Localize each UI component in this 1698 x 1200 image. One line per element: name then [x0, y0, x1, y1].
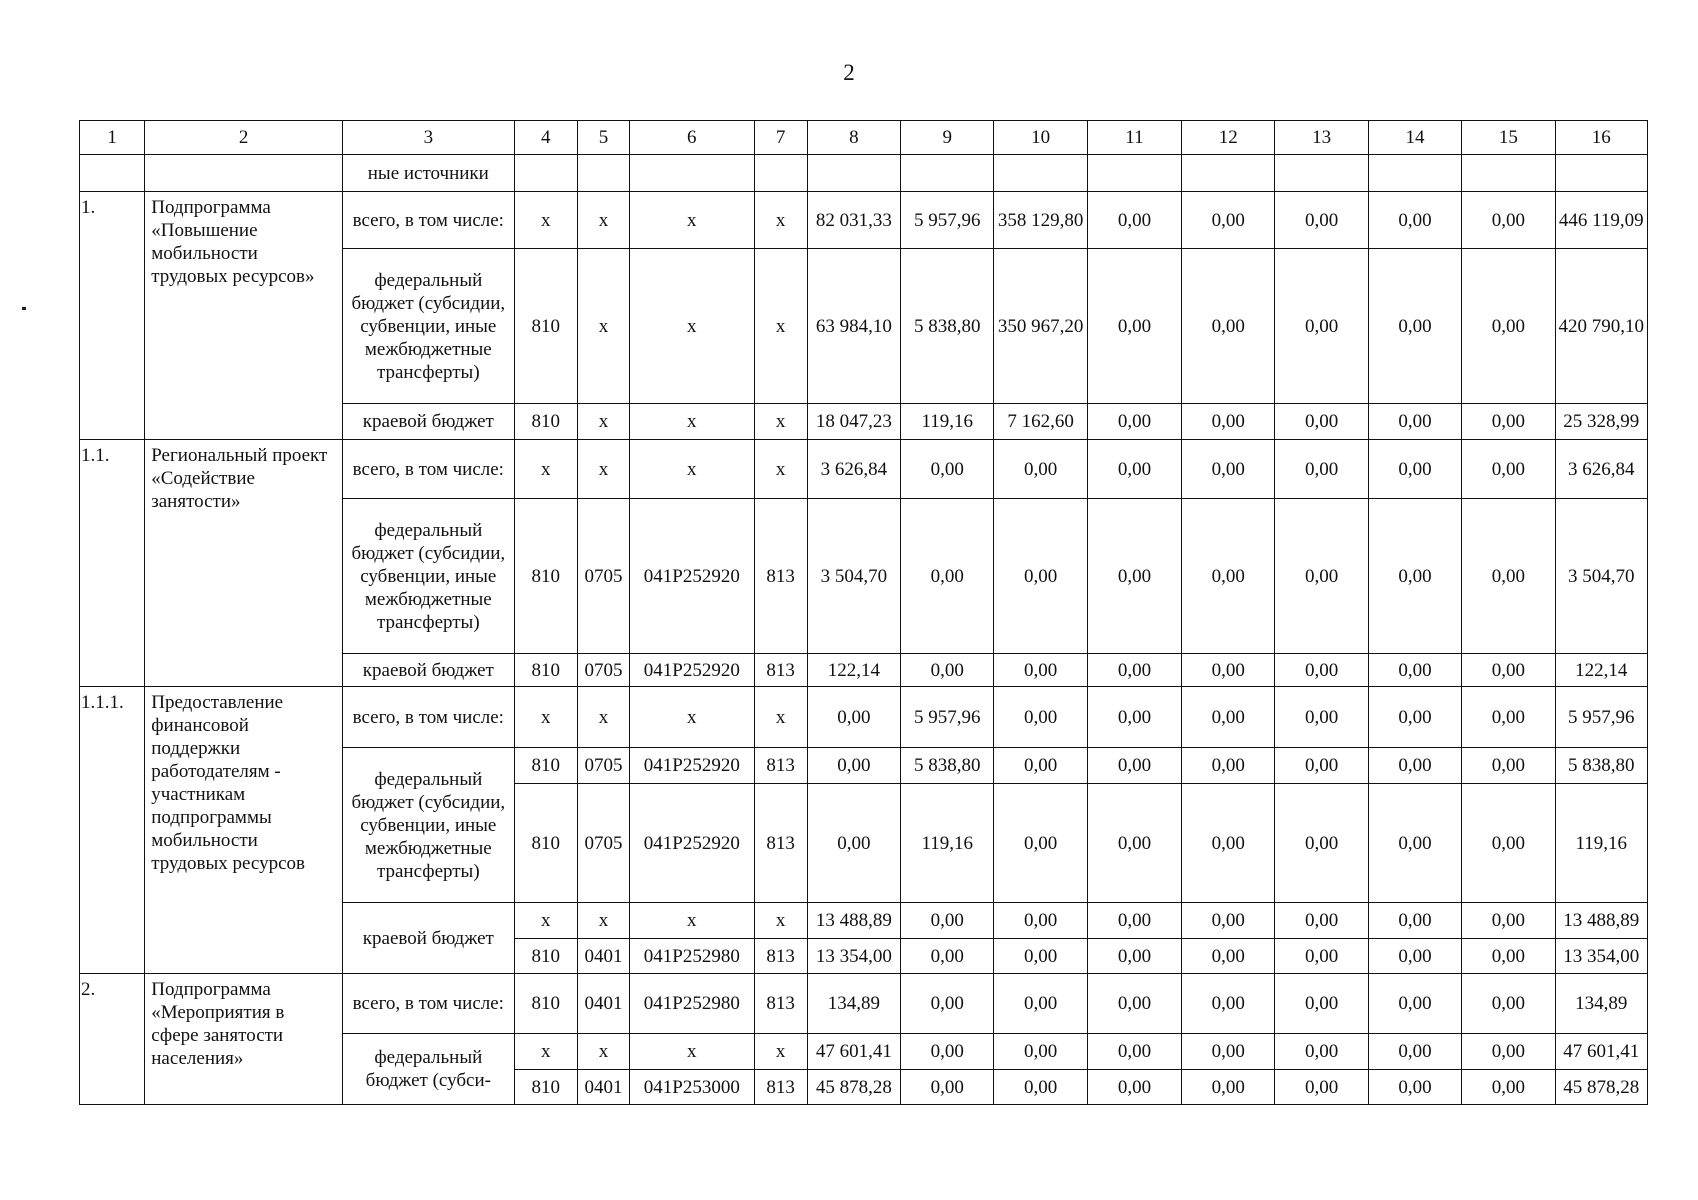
data-cell: 0,00 [901, 939, 994, 974]
header-cell: 6 [630, 121, 754, 155]
data-cell: 810 [514, 404, 577, 440]
data-cell: 350 967,20 [994, 249, 1087, 404]
funding-source-cell: всего, в том числе: [342, 440, 514, 499]
data-cell: 0,00 [1462, 249, 1555, 404]
data-cell: 0,00 [1087, 499, 1181, 654]
data-cell: x [630, 687, 754, 748]
header-cell: 10 [994, 121, 1087, 155]
data-cell: x [514, 1034, 577, 1070]
data-cell: 810 [514, 974, 577, 1034]
data-cell: 0,00 [1182, 748, 1275, 784]
table-cell [630, 155, 754, 192]
data-cell: 0,00 [994, 499, 1087, 654]
data-cell: 0,00 [1182, 687, 1275, 748]
data-cell: 041P252980 [630, 939, 754, 974]
data-cell: 0,00 [1087, 192, 1181, 249]
data-cell: x [514, 687, 577, 748]
funding-source-cell: федеральный бюджет (субси- [342, 1034, 514, 1105]
data-cell: 0,00 [1182, 249, 1275, 404]
data-cell: 0,00 [1275, 974, 1368, 1034]
funding-source-cell: всего, в том числе: [342, 687, 514, 748]
data-cell: x [754, 404, 807, 440]
data-cell: 119,16 [901, 784, 994, 903]
data-cell: 0,00 [1087, 249, 1181, 404]
data-cell: 0,00 [901, 1034, 994, 1070]
data-cell: 5 838,80 [1555, 748, 1648, 784]
data-cell: 0,00 [1182, 1070, 1275, 1105]
data-cell: 0,00 [1368, 1034, 1461, 1070]
data-cell: 0,00 [1275, 440, 1368, 499]
data-cell: 0,00 [901, 654, 994, 687]
data-cell: 3 504,70 [1555, 499, 1648, 654]
data-cell: x [754, 249, 807, 404]
data-cell: 47 601,41 [1555, 1034, 1648, 1070]
data-cell: 813 [754, 1070, 807, 1105]
data-cell: 0,00 [994, 440, 1087, 499]
data-cell: 0,00 [1368, 974, 1461, 1034]
item-number: 1. [80, 192, 145, 440]
data-cell: x [577, 192, 629, 249]
data-cell: 5 957,96 [901, 192, 994, 249]
data-cell: 0,00 [1182, 974, 1275, 1034]
data-cell: 0,00 [1368, 748, 1461, 784]
funding-source-cell: краевой бюджет [342, 903, 514, 974]
data-cell: 119,16 [901, 404, 994, 440]
data-cell: 0,00 [1182, 499, 1275, 654]
table-cell [807, 155, 900, 192]
item-name: Предоставление финансовой поддержки работодателям - участникам подпрограммы мобильности трудовых ресурсов [145, 687, 343, 974]
table-row [80, 974, 1648, 1034]
header-cell: 15 [1462, 121, 1555, 155]
data-cell: 0,00 [1182, 939, 1275, 974]
data-cell: 0,00 [1275, 249, 1368, 404]
data-cell: 5 838,80 [901, 748, 994, 784]
item-number: 1.1. [80, 440, 145, 687]
data-cell: 813 [754, 748, 807, 784]
data-cell: 041P252920 [630, 654, 754, 687]
data-cell: 813 [754, 784, 807, 903]
data-cell: 119,16 [1555, 784, 1648, 903]
data-cell: 0,00 [1368, 903, 1461, 939]
data-cell: 0,00 [1368, 1070, 1461, 1105]
data-cell: x [754, 903, 807, 939]
data-cell: 0,00 [994, 654, 1087, 687]
data-cell: 813 [754, 939, 807, 974]
scan-dot [22, 307, 26, 310]
continuation-row [80, 155, 1648, 192]
data-cell: 0,00 [1087, 748, 1181, 784]
item-name: Подпрограмма «Повышение мобильности трудовых ресурсов» [145, 192, 343, 440]
header-cell: 11 [1087, 121, 1181, 155]
table-cell [994, 155, 1087, 192]
data-cell: 0,00 [1368, 784, 1461, 903]
header-cell: 4 [514, 121, 577, 155]
data-cell: 041P253000 [630, 1070, 754, 1105]
data-cell: 810 [514, 1070, 577, 1105]
table-cell [1087, 155, 1181, 192]
header-cell: 9 [901, 121, 994, 155]
data-cell: x [577, 249, 629, 404]
table-cell [1555, 155, 1648, 192]
data-cell: 0,00 [1368, 939, 1461, 974]
table-cell [1275, 155, 1368, 192]
header-cell: 14 [1368, 121, 1461, 155]
data-cell: 5 957,96 [901, 687, 994, 748]
data-cell: 446 119,09 [1555, 192, 1648, 249]
data-cell: 813 [754, 499, 807, 654]
item-number: 1.1.1. [80, 687, 145, 974]
data-cell: 0,00 [901, 499, 994, 654]
data-cell: x [754, 687, 807, 748]
data-cell: 0,00 [1275, 1070, 1368, 1105]
data-cell: x [514, 903, 577, 939]
data-cell: 0,00 [1087, 687, 1181, 748]
data-cell: 0,00 [1462, 784, 1555, 903]
funding-source-cell: всего, в том числе: [342, 192, 514, 249]
data-cell: 25 328,99 [1555, 404, 1648, 440]
table-cell [80, 155, 145, 192]
data-cell: 0,00 [1275, 654, 1368, 687]
data-cell: 0,00 [1462, 687, 1555, 748]
data-cell: 0,00 [1462, 748, 1555, 784]
header-cell: 3 [342, 121, 514, 155]
data-cell: 0,00 [1368, 654, 1461, 687]
funding-source-cell: федеральный бюджет (субсидии, субвенции, иные межбюджетные трансферты) [342, 249, 514, 404]
data-cell: 3 504,70 [807, 499, 900, 654]
data-cell: 0705 [577, 784, 629, 903]
data-cell: 5 957,96 [1555, 687, 1648, 748]
data-cell: 0,00 [994, 784, 1087, 903]
data-cell: 0,00 [994, 903, 1087, 939]
header-cell: 13 [1275, 121, 1368, 155]
item-name: Подпрограмма «Мероприятия в сфере занятости населения» [145, 974, 343, 1105]
table-cell [754, 155, 807, 192]
data-cell: 810 [514, 939, 577, 974]
data-cell: 0,00 [1275, 939, 1368, 974]
data-cell: 0,00 [1275, 499, 1368, 654]
data-cell: 0,00 [1182, 192, 1275, 249]
data-cell: 0,00 [1087, 939, 1181, 974]
data-cell: 122,14 [1555, 654, 1648, 687]
data-cell: 041P252920 [630, 499, 754, 654]
table-cell [1182, 155, 1275, 192]
data-cell: 0,00 [1368, 249, 1461, 404]
data-cell: 13 354,00 [807, 939, 900, 974]
data-cell: 7 162,60 [994, 404, 1087, 440]
table-cell [514, 155, 577, 192]
header-cell: 12 [1182, 121, 1275, 155]
item-name: Региональный проект «Содействие занятости» [145, 440, 343, 687]
data-cell: 0,00 [1462, 440, 1555, 499]
data-cell: 0,00 [1087, 654, 1181, 687]
data-cell: x [630, 903, 754, 939]
data-cell: 0,00 [1275, 903, 1368, 939]
data-cell: 0,00 [807, 687, 900, 748]
data-cell: 0,00 [1275, 687, 1368, 748]
data-cell: x [630, 404, 754, 440]
header-cell: 16 [1555, 121, 1648, 155]
data-cell: 041P252980 [630, 974, 754, 1034]
data-cell: 0401 [577, 1070, 629, 1105]
data-cell: 0,00 [1087, 1070, 1181, 1105]
data-cell: 0,00 [807, 784, 900, 903]
data-cell: 0,00 [1275, 192, 1368, 249]
data-cell: 0,00 [1087, 440, 1181, 499]
data-cell: 041P252920 [630, 784, 754, 903]
data-cell: 810 [514, 654, 577, 687]
data-cell: 0,00 [1462, 192, 1555, 249]
header-cell: 5 [577, 121, 629, 155]
table-cell [901, 155, 994, 192]
data-cell: 813 [754, 974, 807, 1034]
data-cell: 0,00 [1462, 974, 1555, 1034]
data-cell: 0705 [577, 499, 629, 654]
data-cell: 0,00 [994, 687, 1087, 748]
data-cell: 0,00 [1275, 404, 1368, 440]
data-cell: 0,00 [1182, 1034, 1275, 1070]
data-cell: 0,00 [1275, 784, 1368, 903]
data-cell: 5 838,80 [901, 249, 994, 404]
data-cell: 47 601,41 [807, 1034, 900, 1070]
table-row [80, 440, 1648, 499]
data-cell: 810 [514, 499, 577, 654]
data-cell: x [754, 1034, 807, 1070]
data-cell: 18 047,23 [807, 404, 900, 440]
data-cell: 45 878,28 [807, 1070, 900, 1105]
data-cell: 3 626,84 [1555, 440, 1648, 499]
header-cell: 7 [754, 121, 807, 155]
data-cell: 0,00 [1462, 903, 1555, 939]
data-cell: 13 488,89 [807, 903, 900, 939]
header-cell: 1 [80, 121, 145, 155]
data-cell: 0,00 [994, 974, 1087, 1034]
data-cell: 0,00 [1087, 974, 1181, 1034]
data-cell: x [630, 440, 754, 499]
data-cell: x [630, 249, 754, 404]
table-row [80, 687, 1648, 748]
data-cell: x [577, 687, 629, 748]
data-cell: 134,89 [1555, 974, 1648, 1034]
data-cell: 0401 [577, 939, 629, 974]
header-cell: 2 [145, 121, 343, 155]
data-cell: 0,00 [1087, 1034, 1181, 1070]
data-cell: 45 878,28 [1555, 1070, 1648, 1105]
data-cell: 0,00 [901, 1070, 994, 1105]
item-number: 2. [80, 974, 145, 1105]
funding-source-cell: краевой бюджет [342, 654, 514, 687]
data-cell: 0,00 [1182, 784, 1275, 903]
data-cell: 0,00 [994, 1070, 1087, 1105]
data-cell: x [514, 192, 577, 249]
funding-source-cell: федеральный бюджет (субсидии, субвенции, иные межбюджетные трансферты) [342, 748, 514, 903]
table-cell [1368, 155, 1461, 192]
funding-source-cell: ные источники [342, 155, 514, 192]
budget-table [79, 120, 1648, 1105]
data-cell: x [577, 1034, 629, 1070]
data-cell: 0,00 [1462, 1070, 1555, 1105]
data-cell: x [577, 404, 629, 440]
data-cell: 0,00 [1462, 939, 1555, 974]
data-cell: 3 626,84 [807, 440, 900, 499]
data-cell: 0,00 [1087, 404, 1181, 440]
data-cell: 810 [514, 249, 577, 404]
data-cell: 0,00 [1275, 748, 1368, 784]
funding-source-cell: федеральный бюджет (субсидии, субвенции, иные межбюджетные трансферты) [342, 499, 514, 654]
data-cell: 13 354,00 [1555, 939, 1648, 974]
data-cell: 0,00 [1368, 499, 1461, 654]
data-cell: x [754, 440, 807, 499]
data-cell: 358 129,80 [994, 192, 1087, 249]
data-cell: 0,00 [1462, 404, 1555, 440]
data-cell: 810 [514, 784, 577, 903]
data-cell: 0,00 [1182, 654, 1275, 687]
data-cell: 0,00 [994, 748, 1087, 784]
data-cell: 041P252920 [630, 748, 754, 784]
data-cell: 0,00 [994, 939, 1087, 974]
data-cell: 0,00 [1368, 192, 1461, 249]
data-cell: 122,14 [807, 654, 900, 687]
data-cell: x [630, 192, 754, 249]
data-cell: 0,00 [1368, 404, 1461, 440]
data-cell: 0,00 [1462, 1034, 1555, 1070]
table-row [80, 192, 1648, 249]
data-cell: 0,00 [807, 748, 900, 784]
data-cell: 420 790,10 [1555, 249, 1648, 404]
funding-source-cell: всего, в том числе: [342, 974, 514, 1034]
data-cell: x [577, 903, 629, 939]
page-number: 2 [843, 60, 855, 85]
data-cell: 0,00 [1182, 903, 1275, 939]
data-cell: 0,00 [1275, 1034, 1368, 1070]
data-cell: 0,00 [1087, 784, 1181, 903]
data-cell: 0,00 [994, 1034, 1087, 1070]
data-cell: 0,00 [901, 440, 994, 499]
table-cell [577, 155, 629, 192]
data-cell: 0705 [577, 654, 629, 687]
data-cell: x [514, 440, 577, 499]
data-cell: 134,89 [807, 974, 900, 1034]
data-cell: x [754, 192, 807, 249]
data-cell: 0,00 [1368, 687, 1461, 748]
data-cell: 0,00 [901, 903, 994, 939]
data-cell: 0,00 [1462, 499, 1555, 654]
table-cell [1462, 155, 1555, 192]
data-cell: 0,00 [1462, 654, 1555, 687]
data-cell: 0,00 [1087, 903, 1181, 939]
data-cell: 0,00 [1368, 440, 1461, 499]
data-cell: 0,00 [1182, 440, 1275, 499]
data-cell: 82 031,33 [807, 192, 900, 249]
header-row [80, 121, 1648, 155]
funding-source-cell: краевой бюджет [342, 404, 514, 440]
table-cell [145, 155, 343, 192]
data-cell: 0705 [577, 748, 629, 784]
header-cell: 8 [807, 121, 900, 155]
data-cell: 0,00 [1182, 404, 1275, 440]
data-cell: 13 488,89 [1555, 903, 1648, 939]
data-cell: 813 [754, 654, 807, 687]
data-cell: 63 984,10 [807, 249, 900, 404]
data-cell: x [577, 440, 629, 499]
data-cell: x [630, 1034, 754, 1070]
data-cell: 0401 [577, 974, 629, 1034]
data-cell: 810 [514, 748, 577, 784]
data-cell: 0,00 [901, 974, 994, 1034]
